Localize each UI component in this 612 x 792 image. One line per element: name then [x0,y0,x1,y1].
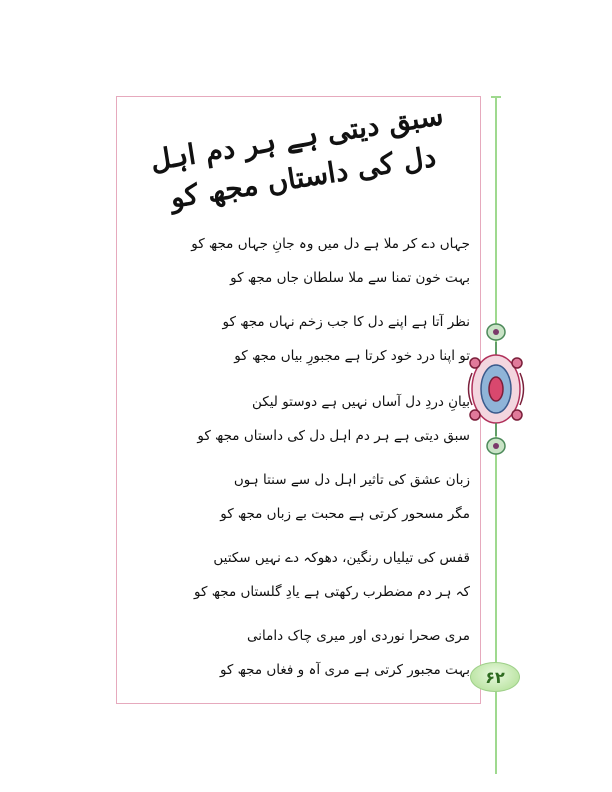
verse-line: تو اپنا درد خود کرتا ہے مجبورِ بیاں مجھ کو [234,348,470,364]
verse-line: قفس کی تیلیاں رنگین، دھوکہ دے نہیں سکتیں [213,550,470,566]
verse-line: بہت مجبور کرتی ہے مری آہ و فغاں مجھ کو [219,662,470,678]
verse-line: جہاں دے کر ملا ہے دل میں وہ جانِ جہاں مجھ کو [191,236,470,252]
verse-line: مری صحرا نوردی اور میری چاک دامانی [247,628,470,644]
verse-line: سبق دیتی ہے ہر دم اہل دل کی داستاں مجھ کو [197,428,470,444]
side-rule-cap [491,96,501,98]
verse-line: بہت خون تمنا سے ملا سلطان جاں مجھ کو [230,270,470,286]
verse-line: کہ ہر دم مضطرب رکھتی ہے یادِ گلستاں مجھ کو [194,584,470,600]
verse-line: نظر آتا ہے اپنے دل کا جب زخم نہاں مجھ کو [222,314,470,330]
floral-ornament-icon [463,318,529,460]
poem-title: سبق دیتی ہے ہر دم اہل دل کی داستاں مجھ کو [148,98,446,215]
verse-line: بیانِ دردِ دل آساں نہیں ہے دوستو لیکن [252,394,470,410]
page-number-badge: ۶۲ [470,662,520,692]
verse-line: زبان عشق کی تاثیر اہل دل سے سنتا ہوں [233,472,470,488]
verse-line: مگر مسحور کرتی ہے محبت بے زباں مجھ کو [220,506,470,522]
